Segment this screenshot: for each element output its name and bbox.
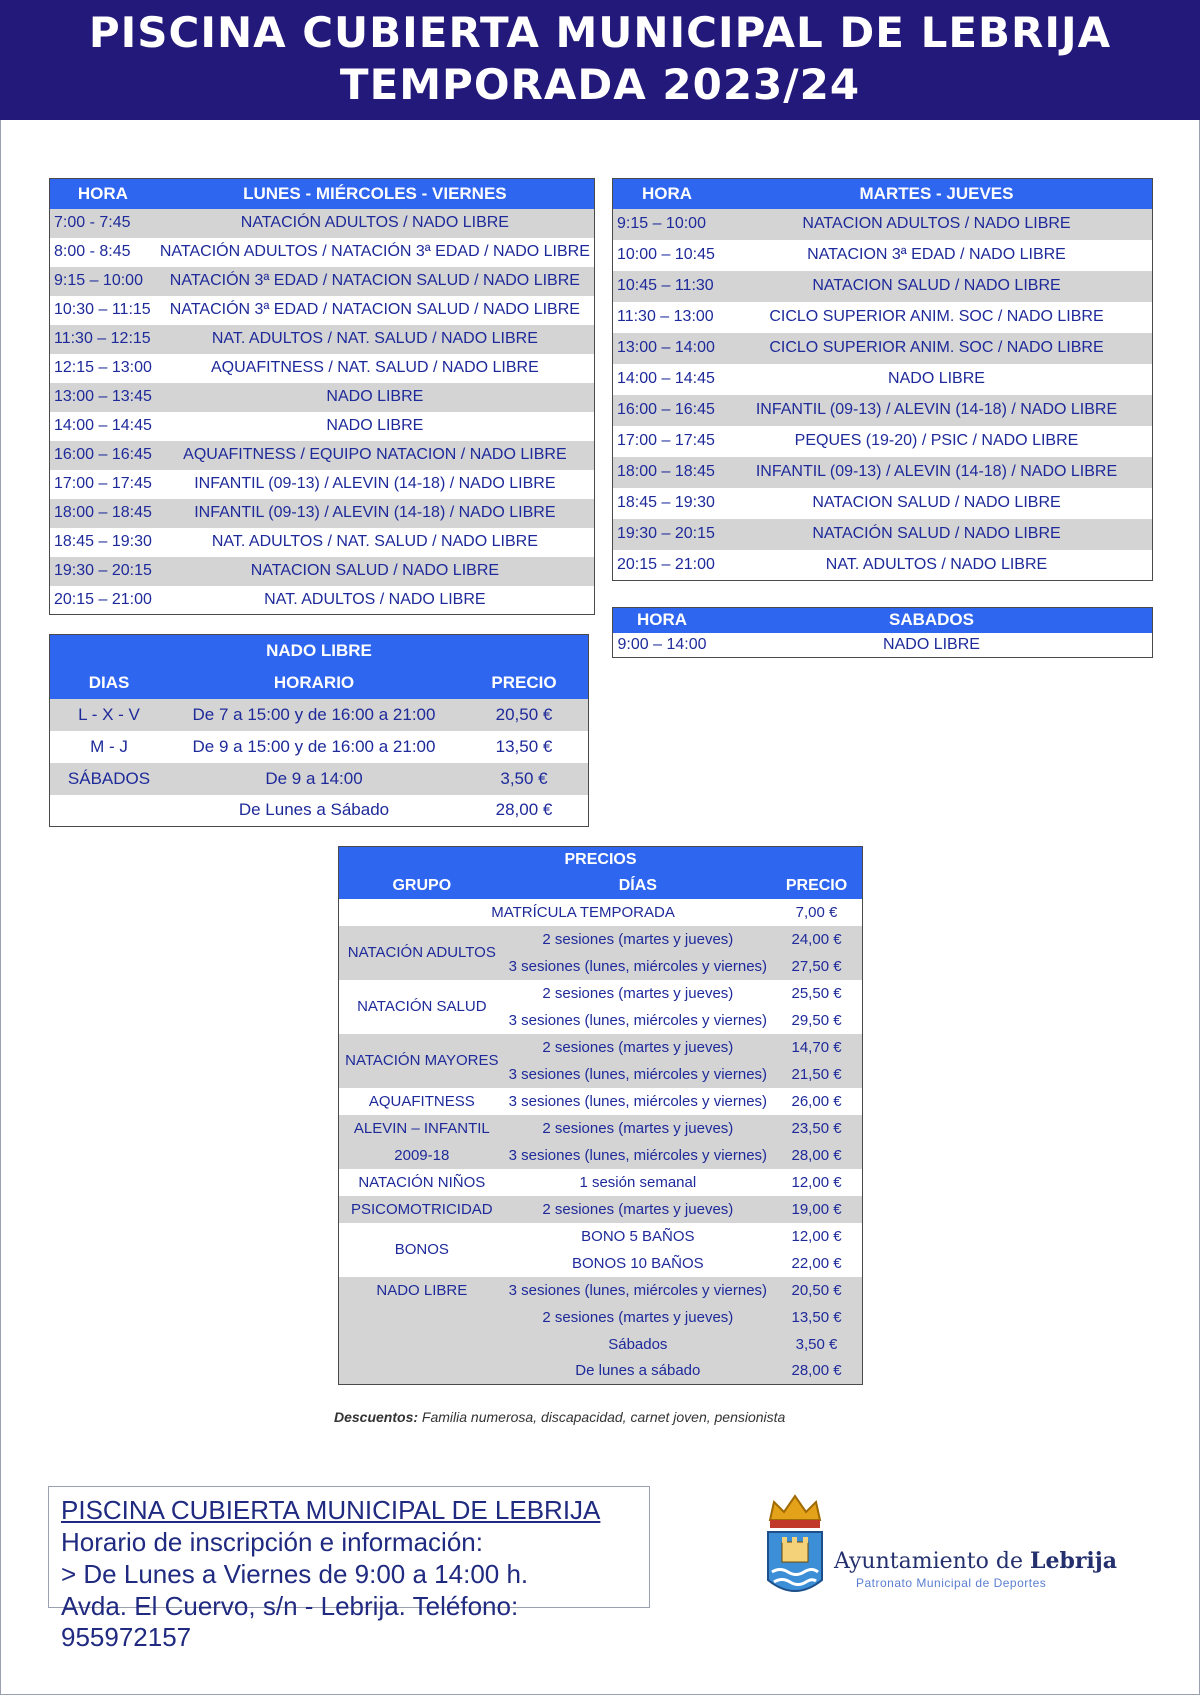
cell-dias: 2 sesiones (martes y jueves): [505, 980, 771, 1007]
cell-precio: 28,00 €: [771, 1142, 862, 1169]
cell-hora: 18:00 – 18:45: [613, 457, 722, 488]
cell-hora: 11:30 – 13:00: [613, 302, 722, 333]
info-title: PISCINA CUBIERTA MUNICIPAL DE LEBRIJA: [61, 1495, 601, 1525]
coat-of-arms-icon: [760, 1490, 830, 1610]
col-dias: SABADOS: [711, 608, 1153, 633]
cell-precio: 14,70 €: [771, 1034, 862, 1061]
table-row: [613, 550, 1153, 581]
cell-dias: 2 sesiones (martes y jueves): [505, 1034, 771, 1061]
info-box: [48, 1486, 650, 1652]
table-row: [613, 395, 1153, 426]
table-row: [339, 980, 863, 1007]
cell-dias: 3 sesiones (lunes, miércoles y viernes): [505, 1007, 771, 1034]
col-dias: DÍAS: [505, 873, 771, 899]
table-row: [50, 383, 595, 412]
table-row: [613, 364, 1153, 395]
cell-grupo: NATACIÓN SALUD: [339, 980, 505, 1034]
cell-hora: 18:00 – 18:45: [50, 499, 156, 528]
table-row: [50, 528, 595, 557]
col-hora: HORA: [613, 608, 712, 633]
table-row: [50, 763, 589, 795]
cell-precio: 23,50 €: [771, 1115, 862, 1142]
table-row: [50, 238, 595, 267]
cell-dias: BONOS 10 BAÑOS: [505, 1250, 771, 1277]
precios-table: [338, 846, 863, 1385]
cell-precio: 24,00 €: [771, 926, 862, 953]
descuentos-text: Familia numerosa, discapacidad, carnet joven, pensionista: [418, 1409, 786, 1425]
descuentos-note: [334, 1409, 785, 1425]
table-title: PRECIOS: [339, 847, 863, 873]
schedule-sabados: [612, 607, 1153, 658]
cell-matricula: MATRÍCULA TEMPORADA: [339, 899, 772, 926]
table-row: [339, 899, 863, 926]
cell-horario: De 9 a 14:00: [168, 763, 460, 795]
cell-hora: 20:15 – 21:00: [50, 586, 156, 615]
table-row: [339, 926, 863, 953]
col-grupo: GRUPO: [339, 873, 505, 899]
col-precio: PRECIO: [771, 873, 862, 899]
table-title: NADO LIBRE: [50, 635, 589, 667]
table-row: [50, 354, 595, 383]
cell-grupo: NATACIÓN MAYORES: [339, 1034, 505, 1088]
cell-hora: 16:00 – 16:45: [50, 441, 156, 470]
cell-actividad: NATACION SALUD / NADO LIBRE: [721, 271, 1153, 302]
cell-precio: 29,50 €: [771, 1007, 862, 1034]
cell-hora: 18:45 – 19:30: [613, 488, 722, 519]
cell-actividad: NADO LIBRE: [156, 412, 595, 441]
schedule-lunes-miercoles-viernes: [49, 178, 595, 615]
cell-hora: 10:30 – 11:15: [50, 296, 156, 325]
table-row: [339, 1088, 863, 1115]
cell-hora: 19:30 – 20:15: [50, 557, 156, 586]
cell-precio: 19,00 €: [771, 1196, 862, 1223]
table-title-row: [339, 847, 863, 873]
table-row: [613, 240, 1153, 271]
cell-grupo: NATACIÓN ADULTOS: [339, 926, 505, 980]
cell-hora: 13:00 – 13:45: [50, 383, 156, 412]
table-row: [50, 470, 595, 499]
table-row: [50, 731, 589, 763]
table-row: [339, 1196, 863, 1223]
cell-precio: 13,50 €: [460, 731, 589, 763]
table-row: [50, 412, 595, 441]
cell-grupo: NADO LIBRE: [339, 1277, 505, 1385]
cell-precio: 28,00 €: [460, 795, 589, 827]
table-header-row: [613, 608, 1153, 633]
table-row: [50, 296, 595, 325]
cell-actividad: INFANTIL (09-13) / ALEVIN (14-18) / NADO LIBRE: [721, 457, 1153, 488]
cell-horario: De Lunes a Sábado: [168, 795, 460, 827]
cell-hora: 7:00 - 7:45: [50, 209, 156, 238]
table-row: [613, 633, 1153, 658]
cell-dias: 2 sesiones (martes y jueves): [505, 926, 771, 953]
cell-precio: 20,50 €: [460, 699, 589, 731]
table-header-row: [50, 179, 595, 209]
cell-dias: SÁBADOS: [50, 763, 169, 795]
table-row: [339, 1223, 863, 1250]
ayuntamiento-name: Ayuntamiento de Lebrija: [834, 1548, 1117, 1574]
table-row: [50, 699, 589, 731]
cell-hora: 17:00 – 17:45: [50, 470, 156, 499]
table-row: [50, 795, 589, 827]
cell-dias: M - J: [50, 731, 169, 763]
cell-hora: 9:15 – 10:00: [50, 267, 156, 296]
cell-hora: 17:00 – 17:45: [613, 426, 722, 457]
cell-precio: 27,50 €: [771, 953, 862, 980]
cell-horario: De 7 a 15:00 y de 16:00 a 21:00: [168, 699, 460, 731]
cell-dias: L - X - V: [50, 699, 169, 731]
cell-hora: 10:00 – 10:45: [613, 240, 722, 271]
table-row: [50, 586, 595, 615]
col-hora: HORA: [613, 179, 722, 209]
cell-actividad: PEQUES (19-20) / PSIC / NADO LIBRE: [721, 426, 1153, 457]
cell-dias: BONO 5 BAÑOS: [505, 1223, 771, 1250]
col-horario: HORARIO: [168, 667, 460, 699]
col-precio: PRECIO: [460, 667, 589, 699]
table-row: [613, 209, 1153, 240]
cell-actividad: NATACIÓN 3ª EDAD / NATACION SALUD / NADO LIBRE: [156, 296, 595, 325]
cell-actividad: NATACION SALUD / NADO LIBRE: [156, 557, 595, 586]
table-row: [613, 457, 1153, 488]
table-row: [50, 325, 595, 354]
cell-precio: 21,50 €: [771, 1061, 862, 1088]
cell-actividad: NATACIÓN ADULTOS / NADO LIBRE: [156, 209, 595, 238]
cell-actividad: NATACIÓN SALUD / NADO LIBRE: [721, 519, 1153, 550]
cell-dias: 2 sesiones (martes y jueves): [505, 1196, 771, 1223]
col-dias: LUNES - MIÉRCOLES - VIERNES: [156, 179, 595, 209]
table-row: [50, 441, 595, 470]
cell-actividad: NATACIÓN 3ª EDAD / NATACION SALUD / NADO LIBRE: [156, 267, 595, 296]
cell-actividad: NATACION ADULTOS / NADO LIBRE: [721, 209, 1153, 240]
cell-dias: 3 sesiones (lunes, miércoles y viernes): [505, 953, 771, 980]
cell-grupo: BONOS: [339, 1223, 505, 1277]
page-header: [0, 0, 1200, 120]
cell-hora: 13:00 – 14:00: [613, 333, 722, 364]
table-row: [613, 271, 1153, 302]
cell-precio: 7,00 €: [771, 899, 862, 926]
table-title-row: [50, 635, 589, 667]
cell-precio: 3,50 €: [771, 1331, 862, 1358]
col-dias: DIAS: [50, 667, 169, 699]
cell-precio: 26,00 €: [771, 1088, 862, 1115]
page-title: PISCINA CUBIERTA MUNICIPAL DE LEBRIJA: [88, 8, 1112, 57]
table-row: [339, 1169, 863, 1196]
table-row: [613, 519, 1153, 550]
cell-actividad: NATACION SALUD / NADO LIBRE: [721, 488, 1153, 519]
cell-dias: 2 sesiones (martes y jueves): [505, 1304, 771, 1331]
nado-libre-table: [49, 634, 589, 827]
info-horario: > De Lunes a Viernes de 9:00 a 14:00 h.: [61, 1559, 529, 1589]
cell-hora: 9:00 – 14:00: [613, 633, 712, 658]
cell-dias: 3 sesiones (lunes, miércoles y viernes): [505, 1088, 771, 1115]
cell-horario: De 9 a 15:00 y de 16:00 a 21:00: [168, 731, 460, 763]
cell-actividad: NADO LIBRE: [711, 633, 1153, 658]
cell-actividad: NAT. ADULTOS / NAT. SALUD / NADO LIBRE: [156, 528, 595, 557]
table-row: [613, 488, 1153, 519]
cell-hora: 20:15 – 21:00: [613, 550, 722, 581]
cell-hora: 12:15 – 13:00: [50, 354, 156, 383]
cell-grupo: [339, 1115, 505, 1169]
cell-grupo: NATACIÓN NIÑOS: [339, 1169, 505, 1196]
cell-dias: De lunes a sábado: [505, 1358, 771, 1385]
cell-actividad: NAT. ADULTOS / NAT. SALUD / NADO LIBRE: [156, 325, 595, 354]
table-header-row: [339, 873, 863, 899]
cell-actividad: NADO LIBRE: [156, 383, 595, 412]
cell-hora: 16:00 – 16:45: [613, 395, 722, 426]
cell-actividad: CICLO SUPERIOR ANIM. SOC / NADO LIBRE: [721, 333, 1153, 364]
cell-precio: 12,00 €: [771, 1169, 862, 1196]
grupo-line: ALEVIN – INFANTIL: [353, 1119, 490, 1137]
cell-dias: 3 sesiones (lunes, miércoles y viernes): [505, 1061, 771, 1088]
table-row: [613, 333, 1153, 364]
cell-hora: 10:45 – 11:30: [613, 271, 722, 302]
table-row: [339, 1115, 863, 1142]
cell-grupo: PSICOMOTRICIDAD: [339, 1196, 505, 1223]
cell-actividad: AQUAFITNESS / EQUIPO NATACION / NADO LIBRE: [156, 441, 595, 470]
table-row: [339, 1034, 863, 1061]
table-row: [50, 209, 595, 238]
col-hora: HORA: [50, 179, 156, 209]
cell-precio: 20,50 €: [771, 1277, 862, 1304]
cell-actividad: INFANTIL (09-13) / ALEVIN (14-18) / NADO LIBRE: [721, 395, 1153, 426]
cell-precio: 22,00 €: [771, 1250, 862, 1277]
descuentos-label: Descuentos:: [334, 1409, 419, 1425]
cell-precio: 25,50 €: [771, 980, 862, 1007]
cell-hora: 14:00 – 14:45: [50, 412, 156, 441]
schedule-martes-jueves: [612, 178, 1153, 581]
cell-actividad: INFANTIL (09-13) / ALEVIN (14-18) / NADO LIBRE: [156, 470, 595, 499]
cell-actividad: INFANTIL (09-13) / ALEVIN (14-18) / NADO LIBRE: [156, 499, 595, 528]
cell-dias: 3 sesiones (lunes, miércoles y viernes): [505, 1142, 771, 1169]
cell-dias: 3 sesiones (lunes, miércoles y viernes): [505, 1277, 771, 1304]
cell-dias: 2 sesiones (martes y jueves): [505, 1115, 771, 1142]
cell-actividad: NATACIÓN ADULTOS / NATACIÓN 3ª EDAD / NADO LIBRE: [156, 238, 595, 267]
table-row: [50, 499, 595, 528]
cell-actividad: NATACION 3ª EDAD / NADO LIBRE: [721, 240, 1153, 271]
patronato-name: Patronato Municipal de Deportes: [856, 1576, 1047, 1590]
table-row: [50, 267, 595, 296]
table-row: [613, 302, 1153, 333]
info-horario-label: Horario de inscripción e información:: [61, 1527, 483, 1557]
cell-hora: 14:00 – 14:45: [613, 364, 722, 395]
season-title: TEMPORADA 2023/24: [339, 60, 861, 109]
cell-actividad: NAT. ADULTOS / NADO LIBRE: [156, 586, 595, 615]
cell-hora: 18:45 – 19:30: [50, 528, 156, 557]
cell-hora: 11:30 – 12:15: [50, 325, 156, 354]
table-row: [339, 1277, 863, 1304]
cell-actividad: AQUAFITNESS / NAT. SALUD / NADO LIBRE: [156, 354, 595, 383]
cell-precio: 28,00 €: [771, 1358, 862, 1385]
info-direccion: Avda. El Cuervo, s/n - Lebrija. Teléfono: 955972157: [61, 1591, 519, 1652]
ayuntamiento-logo: [760, 1490, 1117, 1610]
cell-hora: 9:15 – 10:00: [613, 209, 722, 240]
cell-hora: 8:00 - 8:45: [50, 238, 156, 267]
table-row: [50, 557, 595, 586]
col-dias: MARTES - JUEVES: [721, 179, 1153, 209]
cell-actividad: NAT. ADULTOS / NADO LIBRE: [721, 550, 1153, 581]
cell-precio: 13,50 €: [771, 1304, 862, 1331]
cell-dias: 1 sesión semanal: [505, 1169, 771, 1196]
grupo-line: 2009-18: [394, 1146, 450, 1164]
cell-dias: Sábados: [505, 1331, 771, 1358]
cell-actividad: CICLO SUPERIOR ANIM. SOC / NADO LIBRE: [721, 302, 1153, 333]
cell-hora: 19:30 – 20:15: [613, 519, 722, 550]
cell-actividad: NADO LIBRE: [721, 364, 1153, 395]
table-row: [613, 426, 1153, 457]
cell-dias: [50, 795, 169, 827]
cell-precio: 3,50 €: [460, 763, 589, 795]
table-header-row: [50, 667, 589, 699]
cell-grupo: AQUAFITNESS: [339, 1088, 505, 1115]
cell-precio: 12,00 €: [771, 1223, 862, 1250]
table-header-row: [613, 179, 1153, 209]
